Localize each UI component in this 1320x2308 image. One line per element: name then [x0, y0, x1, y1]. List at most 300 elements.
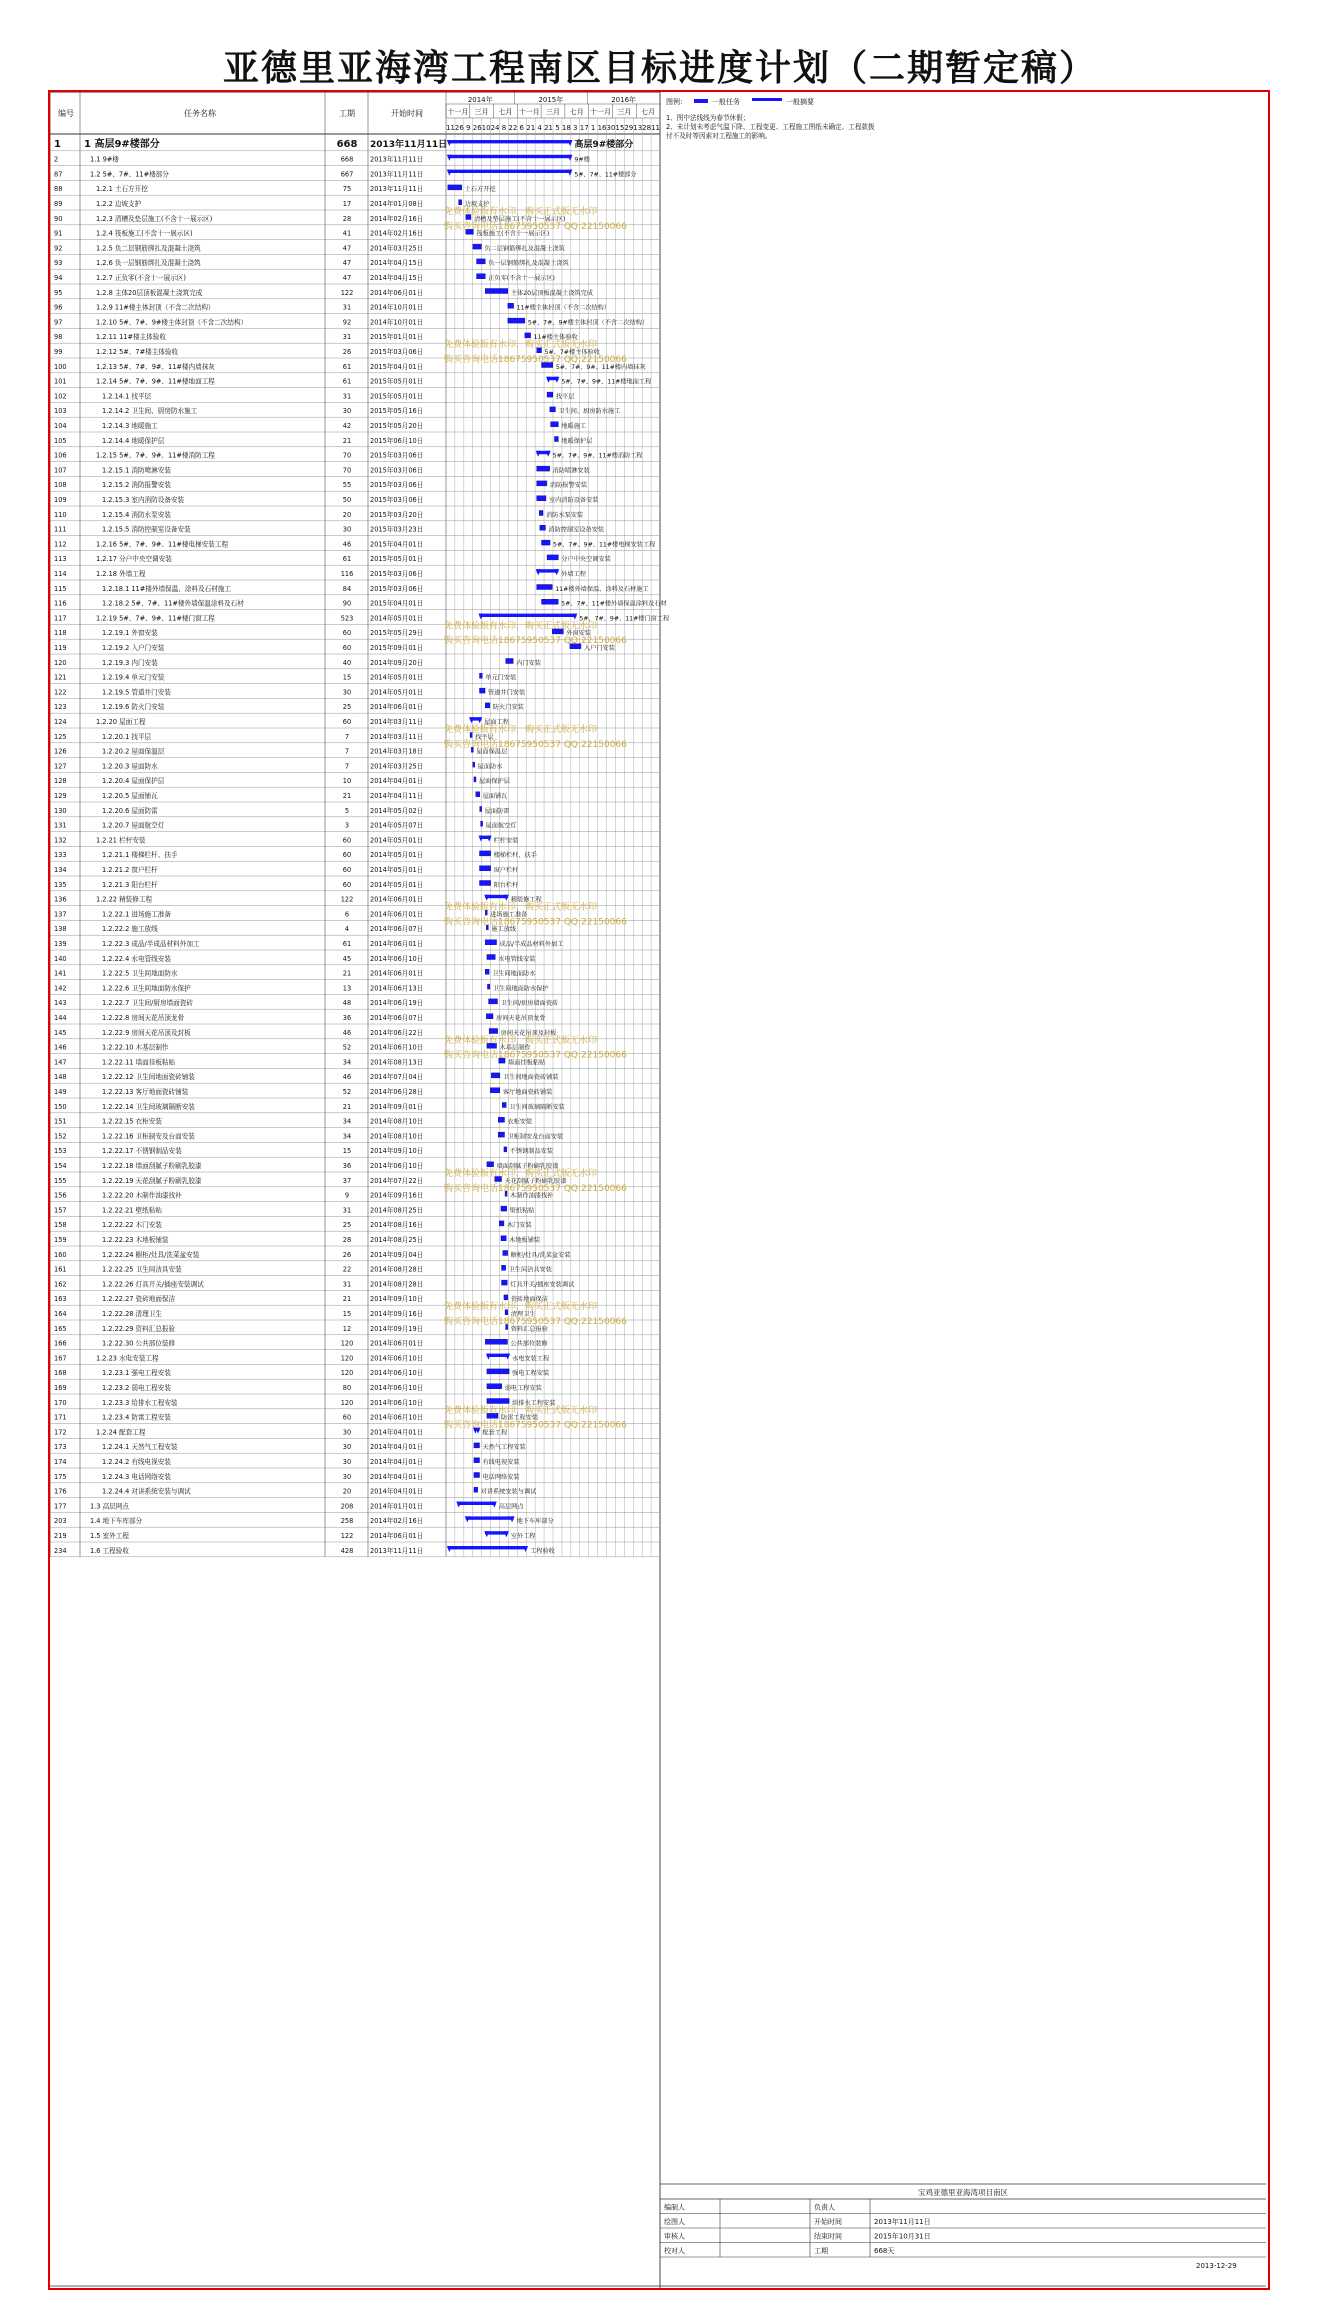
task-id: 158: [54, 1221, 67, 1230]
task-bar: [487, 1369, 509, 1374]
task-duration: 90: [342, 599, 352, 608]
task-name: 1.2.22.10 木基层制作: [102, 1043, 169, 1052]
task-bar-label: 壁纸粘贴: [509, 1207, 535, 1215]
task-start: 2014年05月01日: [370, 673, 424, 682]
task-bar: [508, 303, 514, 308]
watermark-line1: 免费体验版有水印，购买正式版无水印: [444, 207, 598, 217]
task-duration: 17: [342, 200, 352, 208]
timescale-year: 2016年: [611, 96, 637, 104]
task-id: 177: [54, 1502, 67, 1511]
task-id: 91: [54, 229, 63, 238]
task-bar: [503, 1251, 508, 1256]
task-name: 1.5 室外工程: [90, 1532, 129, 1540]
task-bar: [485, 703, 490, 708]
task-duration: 60: [342, 851, 352, 860]
task-id: 114: [54, 570, 67, 578]
timescale-period: 三月: [546, 108, 560, 116]
watermark-line2: 购买咨询电话18675950537 QQ:22150066: [444, 1050, 627, 1061]
task-duration: 26: [342, 348, 352, 356]
task-id: 93: [54, 259, 63, 268]
task-duration: 45: [342, 954, 352, 963]
task-start: 2014年08月25日: [370, 1206, 424, 1215]
task-duration: 21: [342, 1295, 352, 1304]
task-duration: 60: [342, 718, 352, 726]
task-id: 108: [54, 481, 67, 490]
task-id: 2: [54, 155, 59, 164]
task-duration: 36: [342, 1162, 352, 1170]
watermark-line1: 免费体验版有水印，购买正式版无水印: [444, 725, 598, 735]
task-bar: [525, 333, 531, 338]
task-duration: 84: [342, 584, 352, 593]
task-bar-label: 屋面铺瓦: [482, 793, 508, 800]
task-name: 1.2.19.2 入户门安装: [102, 644, 165, 652]
task-duration: 47: [342, 244, 352, 253]
task-start: 2014年04月01日: [370, 1443, 424, 1452]
task-start: 2014年03月25日: [370, 244, 424, 253]
task-duration: 30: [342, 525, 352, 534]
task-bar: [474, 1473, 480, 1478]
task-name: 1.2.21.2 窗户栏杆: [102, 866, 158, 874]
task-duration: 41: [342, 229, 352, 238]
task-name: 1.2.24.1 天然气工程安装: [102, 1443, 178, 1452]
task-name: 1.2.15 5#、7#、9#、11#楼消防工程: [96, 451, 215, 460]
task-bar-label: 消防喷淋安装: [552, 467, 590, 475]
timescale-day: 21: [526, 124, 536, 132]
task-duration: 9: [344, 1191, 350, 1200]
task-id: 94: [54, 274, 63, 282]
task-bar-label: 5#、7#、9#楼主体封顶（不含二次结构）: [527, 319, 649, 327]
task-start: 2014年06月07日: [370, 925, 424, 934]
info-table-cell: 审核人: [664, 2232, 685, 2241]
header-duration: 工期: [339, 109, 355, 118]
task-name: 1.3 高层网点: [90, 1502, 129, 1511]
task-name: 1.2.1 土石方开挖: [96, 185, 148, 194]
task-id: 135: [54, 880, 67, 889]
task-id: 95: [54, 288, 63, 297]
task-id: 117: [54, 614, 67, 623]
summary-bar: [466, 1516, 514, 1519]
task-start: 2015年05月20日: [370, 422, 424, 430]
task-id: 110: [54, 510, 67, 519]
task-bar-label: 施工放线: [491, 926, 517, 934]
task-name: 1.2.23.1 强电工程安装: [102, 1369, 171, 1378]
task-bar: [481, 821, 483, 826]
summary-bar: [457, 1502, 496, 1505]
task-id: 147: [54, 1058, 67, 1067]
task-bar: [485, 969, 489, 974]
task-start: 2015年03月23日: [370, 525, 424, 534]
task-id: 101: [54, 377, 67, 386]
task-id: 96: [54, 303, 63, 312]
task-duration: 31: [342, 392, 352, 401]
task-id: 111: [54, 525, 67, 534]
task-id: 137: [54, 910, 67, 919]
task-id: 157: [54, 1206, 67, 1215]
task-bar: [477, 259, 486, 264]
timescale-day: 17: [579, 124, 589, 132]
task-duration: 25: [342, 1221, 352, 1230]
task-duration: 30: [342, 1443, 352, 1452]
task-bar: [485, 289, 508, 294]
task-start: 2014年03月11日: [370, 732, 424, 741]
task-bar: [480, 851, 491, 856]
task-id: 130: [54, 806, 67, 815]
task-bar-label: 外墙工程: [561, 571, 586, 578]
task-name: 1.2.18.2 5#、7#、11#楼外墙保温涂料及石材: [102, 599, 244, 608]
watermark-line2: 购买咨询电话18675950537 QQ:22150066: [444, 1317, 627, 1327]
timescale-period: 七月: [641, 108, 656, 116]
timescale-day: 22: [508, 124, 518, 132]
task-name: 1.2.19.6 防火门安装: [102, 703, 165, 712]
task-start: 2015年03月06日: [370, 466, 424, 475]
task-duration: 31: [342, 303, 352, 312]
task-start: 2015年05月01日: [370, 392, 424, 401]
task-duration: 30: [342, 688, 352, 697]
task-bar-label: 地下车库部分: [516, 1518, 554, 1526]
task-bar-label: 墙面刮腻子粉刷乳胶漆: [496, 1163, 559, 1170]
info-table-cell: 绘图人: [664, 2218, 685, 2226]
task-duration: 5: [344, 806, 350, 815]
task-duration: 25: [342, 703, 352, 712]
task-id: 146: [54, 1043, 67, 1052]
task-bar: [540, 525, 546, 530]
task-bar-label: 消防水泵安装: [546, 511, 584, 519]
task-bar-label: 阳台栏杆: [493, 881, 519, 889]
task-start: 2014年06月01日: [370, 288, 424, 297]
task-bar: [504, 1147, 507, 1152]
task-bar-label: 对讲系统安装与调试: [480, 1488, 537, 1496]
task-bar-label: 11#楼主体封顶（不含二次结构）: [516, 304, 611, 312]
task-name: 1.2.22.15 衣柜安装: [102, 1117, 162, 1126]
task-id: 136: [54, 895, 67, 904]
task-name: 1.2.20.6 屋面防雷: [102, 806, 158, 815]
timescale-day: 13: [633, 124, 643, 132]
task-name: 1.2.10 5#、7#、9#楼主体封顶（不含二次结构）: [96, 318, 248, 327]
task-name: 1 高层9#楼部分: [84, 138, 160, 150]
task-id: 98: [54, 333, 63, 342]
task-bar-label: 强电工程安装: [512, 1370, 550, 1378]
task-bar-label: 高层9#楼部分: [574, 139, 634, 150]
task-start: 2015年03月06日: [370, 481, 424, 490]
task-bar-label: 屋面防水: [477, 763, 503, 771]
timescale-day: 24: [490, 124, 500, 132]
info-table-cell: 工期: [814, 2247, 828, 2255]
task-duration: 30: [342, 1472, 352, 1481]
info-table-cell: 编制人: [664, 2203, 685, 2212]
task-start: 2015年03月06日: [370, 348, 424, 356]
task-id: 143: [54, 999, 67, 1008]
task-bar: [474, 1458, 480, 1463]
task-duration: 668: [336, 138, 358, 150]
task-bar: [554, 437, 558, 442]
timescale-period: 十一月: [518, 108, 540, 116]
task-name: 1.2.3 清槽及垫层施工(不含十一展示区): [96, 214, 213, 223]
task-duration: 47: [342, 274, 352, 282]
task-id: 140: [54, 954, 67, 963]
task-start: 2015年04月01日: [370, 540, 424, 549]
task-duration: 12: [342, 1324, 352, 1333]
task-id: 160: [54, 1250, 67, 1259]
task-id: 116: [54, 599, 67, 608]
task-start: 2014年03月11日: [370, 718, 424, 726]
task-duration: 61: [342, 555, 352, 564]
task-duration: 28: [342, 1236, 352, 1244]
task-start: 2014年04月15日: [370, 259, 424, 268]
info-table-cell: 2013年11月11日: [874, 2218, 931, 2226]
task-bar-label: 墙面挂板粘贴: [508, 1059, 546, 1067]
task-bar: [547, 392, 553, 397]
task-name: 1.2.6 负一层钢筋绑扎及混凝土浇筑: [96, 259, 201, 268]
task-start: 2014年04月01日: [370, 777, 424, 786]
task-duration: 21: [342, 1102, 352, 1111]
task-duration: 21: [342, 436, 352, 445]
task-name: 1.2.14.4 地暖保护层: [102, 436, 165, 445]
task-bar: [498, 1117, 504, 1122]
task-duration: 31: [342, 1280, 352, 1289]
task-start: 2014年05月01日: [370, 836, 424, 845]
task-id: 150: [54, 1102, 67, 1111]
task-duration: 61: [342, 377, 352, 386]
task-bar-label: 入户门安装: [583, 645, 615, 652]
task-start: 2014年06月01日: [370, 1339, 424, 1348]
task-name: 1.2.22.4 水电管线安装: [102, 954, 171, 963]
task-name: 1.6 工程验收: [90, 1546, 129, 1555]
task-id: 176: [54, 1487, 67, 1496]
task-duration: 15: [342, 673, 352, 682]
task-start: 2015年04月01日: [370, 362, 424, 371]
watermark-line1: 免费体验版有水印，购买正式版无水印: [444, 621, 598, 632]
task-id: 155: [54, 1176, 67, 1185]
task-bar: [487, 955, 495, 960]
task-id: 102: [54, 392, 67, 401]
task-name: 1.2.22.26 灯具开关/插座安装调试: [102, 1280, 204, 1289]
task-duration: 30: [342, 1458, 352, 1466]
task-bar: [480, 673, 483, 678]
task-bar-label: 不锈钢制品安装: [509, 1148, 554, 1156]
task-id: 121: [54, 673, 67, 682]
task-id: 149: [54, 1088, 67, 1096]
task-bar: [448, 185, 462, 190]
task-bar-label: 负一层钢筋绑扎及混凝土浇筑: [488, 260, 569, 268]
task-name: 1.2.19.3 内门安装: [102, 658, 158, 667]
task-bar-label: 屋面航空灯: [485, 822, 517, 830]
task-name: 1.2.22.28 清理卫生: [102, 1310, 162, 1318]
watermark-line2: 购买咨询电话18675950537 QQ:22150066: [444, 917, 627, 928]
task-name: 1.2.22.27 瓷砖地面保洁: [102, 1295, 176, 1304]
timescale-day: 1: [590, 124, 596, 132]
task-start: 2015年05月16日: [370, 407, 424, 416]
task-bar-label: 5#、7#、9#、11#楼消防工程: [552, 452, 643, 460]
task-id: 132: [54, 836, 67, 845]
legend-summary-swatch: [752, 98, 782, 101]
task-name: 1.2.19.4 单元门安装: [102, 673, 165, 682]
task-name: 1.2.19.5 管道井门安装: [102, 688, 171, 697]
task-duration: 26: [342, 1250, 352, 1259]
task-bar-label: 9#楼: [574, 156, 590, 164]
info-project-name: 宝鸡亚德里亚海湾项目南区: [918, 2188, 1008, 2197]
task-name: 1.2.20.3 屋面防水: [102, 762, 158, 771]
task-name: 1.2.22.8 房间天花吊顶龙骨: [102, 1014, 185, 1022]
summary-bar: [448, 155, 572, 158]
task-duration: 60: [342, 629, 352, 638]
info-table-cell: 开始时间: [814, 2218, 842, 2226]
task-name: 1.2.15.5 消防控制室设备安装: [102, 525, 191, 534]
task-duration: 15: [342, 1310, 352, 1318]
task-duration: 120: [340, 1354, 354, 1363]
task-bar-label: 清槽及垫层施工(不含十一展示区): [473, 215, 566, 223]
timescale-day: 29: [624, 124, 634, 132]
task-duration: 52: [342, 1043, 352, 1052]
task-bar-label: 天然气工程安装: [482, 1444, 526, 1452]
task-id: 129: [54, 792, 67, 800]
task-name: 1.2.23 水电安装工程: [96, 1354, 159, 1363]
task-duration: 48: [342, 999, 352, 1008]
task-start: 2014年09月04日: [370, 1250, 424, 1259]
task-duration: 55: [342, 481, 352, 490]
task-bar-label: 栏杆安装: [493, 837, 519, 845]
task-bar: [486, 1014, 493, 1019]
task-bar: [502, 1265, 506, 1270]
task-name: 1.2.20.2 屋面保温层: [102, 747, 165, 756]
timescale-day: 16: [597, 124, 607, 132]
task-start: 2014年06月01日: [370, 910, 424, 919]
task-bar: [550, 407, 556, 412]
task-id: 169: [54, 1384, 67, 1392]
task-start: 2014年06月01日: [370, 969, 424, 978]
task-id: 127: [54, 762, 67, 771]
task-duration: 7: [344, 732, 350, 741]
task-bar: [480, 866, 491, 871]
task-start: 2014年09月16日: [370, 1191, 424, 1200]
task-id: 166: [54, 1339, 67, 1348]
task-start: 2014年04月15日: [370, 274, 424, 282]
task-name: 1.2.15.3 室内消防设备安装: [102, 496, 185, 504]
task-name: 1.2.22.6 卫生间地面防水保护: [102, 984, 191, 993]
task-start: 2014年05月07日: [370, 821, 424, 830]
watermark-line2: 购买咨询电话18675950537 QQ:22150066: [444, 739, 627, 750]
task-start: 2015年03月06日: [370, 570, 424, 578]
task-id: 142: [54, 984, 67, 993]
task-name: 1.2.24 配套工程: [96, 1428, 146, 1437]
task-duration: 428: [340, 1546, 354, 1555]
task-bar-label: 房间天花吊顶及封板: [500, 1029, 557, 1037]
task-name: 1.2.8 主体20层顶板混凝土浇筑完成: [96, 288, 203, 297]
task-duration: 21: [342, 969, 352, 978]
task-duration: 523: [340, 614, 354, 623]
task-name: 1.2.22 精装修工程: [96, 895, 153, 904]
task-id: 97: [54, 318, 63, 327]
timescale-year: 2015年: [538, 96, 564, 104]
timescale-day: 4: [537, 124, 542, 132]
task-id: 163: [54, 1295, 67, 1304]
task-duration: 6: [344, 910, 350, 919]
task-bar: [480, 881, 491, 886]
task-name: 1.2.22.24 橱柜/灶具/洗菜盆安装: [102, 1250, 200, 1259]
task-id: 107: [54, 466, 67, 475]
page-title: 亚德里亚海湾工程南区目标进度计划（二期暂定稿）: [222, 47, 1097, 89]
task-name: 1.2.2 边坡支护: [96, 200, 142, 208]
task-duration: 50: [342, 496, 352, 504]
task-start: 2014年06月01日: [370, 703, 424, 712]
info-table-cell: 校对人: [664, 2247, 685, 2255]
info-table-cell: 2015年10月31日: [874, 2232, 931, 2241]
task-start: 2014年07月04日: [370, 1073, 424, 1082]
task-id: 126: [54, 747, 67, 756]
task-start: 2014年05月01日: [370, 880, 424, 889]
task-bar-label: 水电管线安装: [498, 955, 536, 963]
task-name: 1.2.21.1 楼梯栏杆、扶手: [102, 851, 178, 860]
timescale-day: 3: [573, 124, 578, 132]
timescale-day: 9: [466, 124, 471, 132]
task-name: 1.2.17 分户中央空调安装: [96, 555, 172, 564]
task-start: 2014年04月11日: [370, 792, 424, 800]
task-bar: [487, 984, 489, 989]
task-bar-label: 卫生间洁具安装: [508, 1266, 552, 1274]
task-duration: 667: [340, 170, 354, 179]
task-id: 145: [54, 1028, 67, 1037]
task-id: 106: [54, 451, 67, 460]
task-id: 152: [54, 1132, 67, 1141]
task-bar-label: 单元门安装: [485, 674, 517, 682]
task-bar-label: 灯具开关/插座安装调试: [510, 1281, 575, 1289]
task-duration: 60: [342, 644, 352, 652]
task-name: 1.2.18.1 11#楼外墙保温、涂料及石材施工: [102, 584, 231, 593]
watermark-line1: 免费体验版有水印，购买正式版无水印: [444, 1169, 598, 1179]
task-id: 92: [54, 244, 63, 253]
task-id: 125: [54, 732, 67, 741]
task-id: 159: [54, 1236, 67, 1244]
task-start: 2014年09月16日: [370, 1310, 424, 1318]
task-bar: [506, 659, 513, 664]
task-duration: 20: [342, 1487, 352, 1496]
watermark-line1: 免费体验版有水印，购买正式版无水印: [444, 1302, 598, 1313]
task-name: 1.2.22.18 墙面刮腻子粉刷乳胶漆: [102, 1162, 202, 1170]
task-start: 2015年09月01日: [370, 644, 424, 652]
task-start: 2014年09月10日: [370, 1295, 424, 1304]
task-bar-label: 管道井门安装: [488, 689, 526, 697]
task-duration: 668: [340, 155, 354, 164]
task-bar-label: 工程验收: [530, 1547, 555, 1555]
task-name: 1.2.23.2 弱电工程安装: [102, 1384, 171, 1392]
task-name: 1.2.22.17 不锈钢制品安装: [102, 1147, 182, 1156]
task-duration: 28: [342, 214, 352, 223]
task-name: 1.2.20.5 屋面铺瓦: [102, 792, 158, 800]
task-bar: [504, 1295, 508, 1300]
task-duration: 34: [342, 1132, 352, 1141]
task-bar-label: 边坡支护: [464, 201, 490, 208]
task-duration: 122: [340, 288, 354, 297]
task-bar-label: 筏板施工(不含十一展示区): [476, 230, 550, 238]
task-id: 90: [54, 214, 63, 223]
task-bar: [551, 422, 559, 427]
info-table-cell: 负责人: [814, 2203, 835, 2212]
task-id: 174: [54, 1458, 67, 1466]
task-id: 120: [54, 658, 67, 667]
task-bar: [489, 1029, 498, 1034]
task-bar-label: 主体20层顶板混凝土浇筑完成: [510, 289, 593, 297]
task-bar: [542, 599, 559, 604]
task-id: 173: [54, 1443, 67, 1452]
task-duration: 31: [342, 333, 352, 342]
task-name: 1.2.15.1 消防喷淋安装: [102, 466, 171, 475]
task-duration: 75: [342, 185, 352, 194]
task-bar-label: 高层网点: [498, 1503, 524, 1511]
watermark-line2: 购买咨询电话18675950537 QQ:22150066: [444, 355, 627, 365]
task-start: 2014年10月01日: [370, 303, 424, 312]
task-bar-label: 防火门安装: [492, 704, 524, 712]
task-start: 2014年02月16日: [370, 229, 424, 238]
timescale-day: 30: [606, 124, 616, 132]
